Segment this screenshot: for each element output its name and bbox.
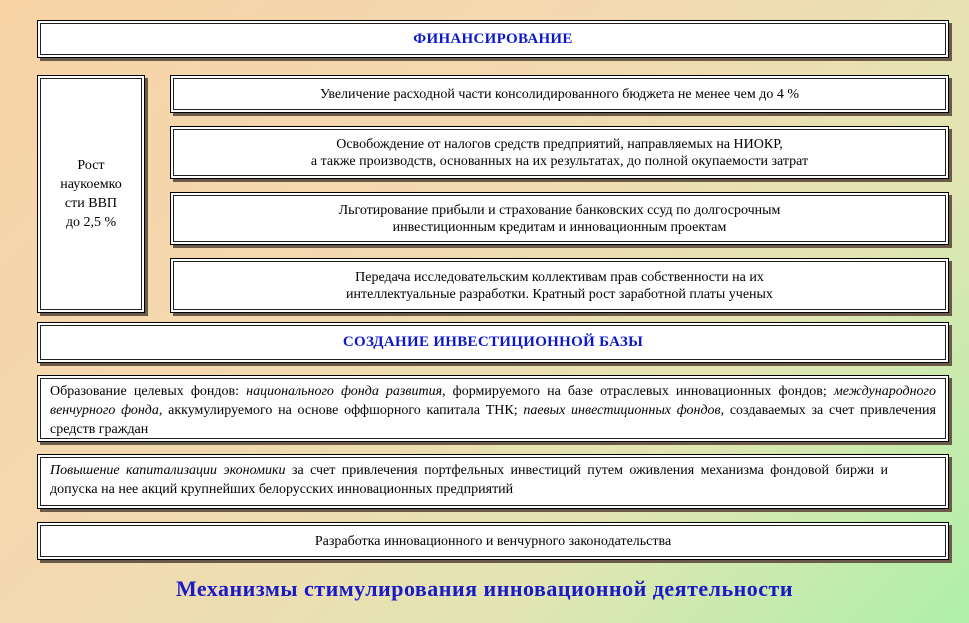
financing-item-tax: [170, 126, 949, 179]
financing-item-line: Увеличение расходной части консолидированного бюджета не менее чем до 4 %: [319, 86, 800, 102]
financing-item-ownership: [170, 258, 949, 313]
financing-item-budget: [170, 75, 949, 113]
financing-item-line: Передача исследовательским коллективам прав собственности на их: [355, 269, 764, 285]
financing-header: [37, 20, 949, 58]
investment-heading: СОЗДАНИЕ ИНВЕСТИЦИОННОЙ БАЗЫ: [342, 334, 644, 350]
financing-item-loans: [170, 192, 949, 245]
text-run: , создаваемых за счет привлечения средств граждан: [50, 403, 936, 437]
financing-item-text: [339, 202, 781, 236]
capitalization-text: [38, 455, 948, 499]
financing-item-text: [346, 269, 773, 303]
financing-item-line: Освобождение от налогов средств предприятий, направляемых на НИОКР,: [336, 136, 783, 152]
text-run-italic: Повышение капитализации экономики: [50, 463, 286, 478]
investment-header: [37, 322, 949, 363]
financing-item-text: [320, 86, 799, 103]
text-run: , аккумулируемого на основе оффшорного капитала ТНК;: [158, 403, 524, 418]
gdp-growth-box: [37, 75, 145, 313]
gdp-growth-line: до 2,5 %: [65, 215, 117, 230]
text-run: , формируемого на базе отраслевых инновационных фондов;: [442, 384, 834, 399]
legislation-text: Разработка инновационного и венчурного законодательства: [314, 533, 672, 549]
gdp-growth-label: [60, 156, 121, 232]
financing-item-line: инвестиционным кредитам и инновационным проектам: [392, 219, 727, 235]
text-run-italic: международного венчурного фонда: [50, 384, 936, 418]
text-run-italic: паевых инвестиционных фондов: [523, 403, 721, 418]
gdp-growth-line: Рост: [77, 158, 105, 173]
text-run-italic: национального фонда развития: [246, 384, 443, 399]
gdp-growth-line: наукоемко: [60, 177, 122, 192]
gdp-growth-line: сти ВВП: [64, 196, 118, 211]
capitalization-box: [37, 454, 949, 509]
text-run: Образование целевых фондов:: [50, 384, 247, 399]
financing-item-text: [311, 136, 808, 170]
financing-item-line: интеллектуальные разработки. Кратный рост заработной платы ученых: [346, 286, 773, 302]
financing-item-line: Льготирование прибыли и страхование банковских ссуд по долгосрочным: [338, 202, 781, 218]
legislation-box: [37, 522, 949, 560]
page-title: Механизмы стимулирования инновационной деятельности: [175, 576, 794, 601]
text-run: за счет привлечения портфельных инвестиций путем оживления механизма фондовой биржи и допуска на нее акций крупнейших белорусских инновационных предприятий: [50, 463, 888, 497]
financing-item-line: а также производств, основанных на их результатах, до полной окупаемости затрат: [310, 153, 809, 169]
financing-heading: ФИНАНСИРОВАНИЕ: [413, 30, 573, 47]
target-funds-text: [38, 376, 948, 439]
target-funds-box: [37, 375, 949, 442]
